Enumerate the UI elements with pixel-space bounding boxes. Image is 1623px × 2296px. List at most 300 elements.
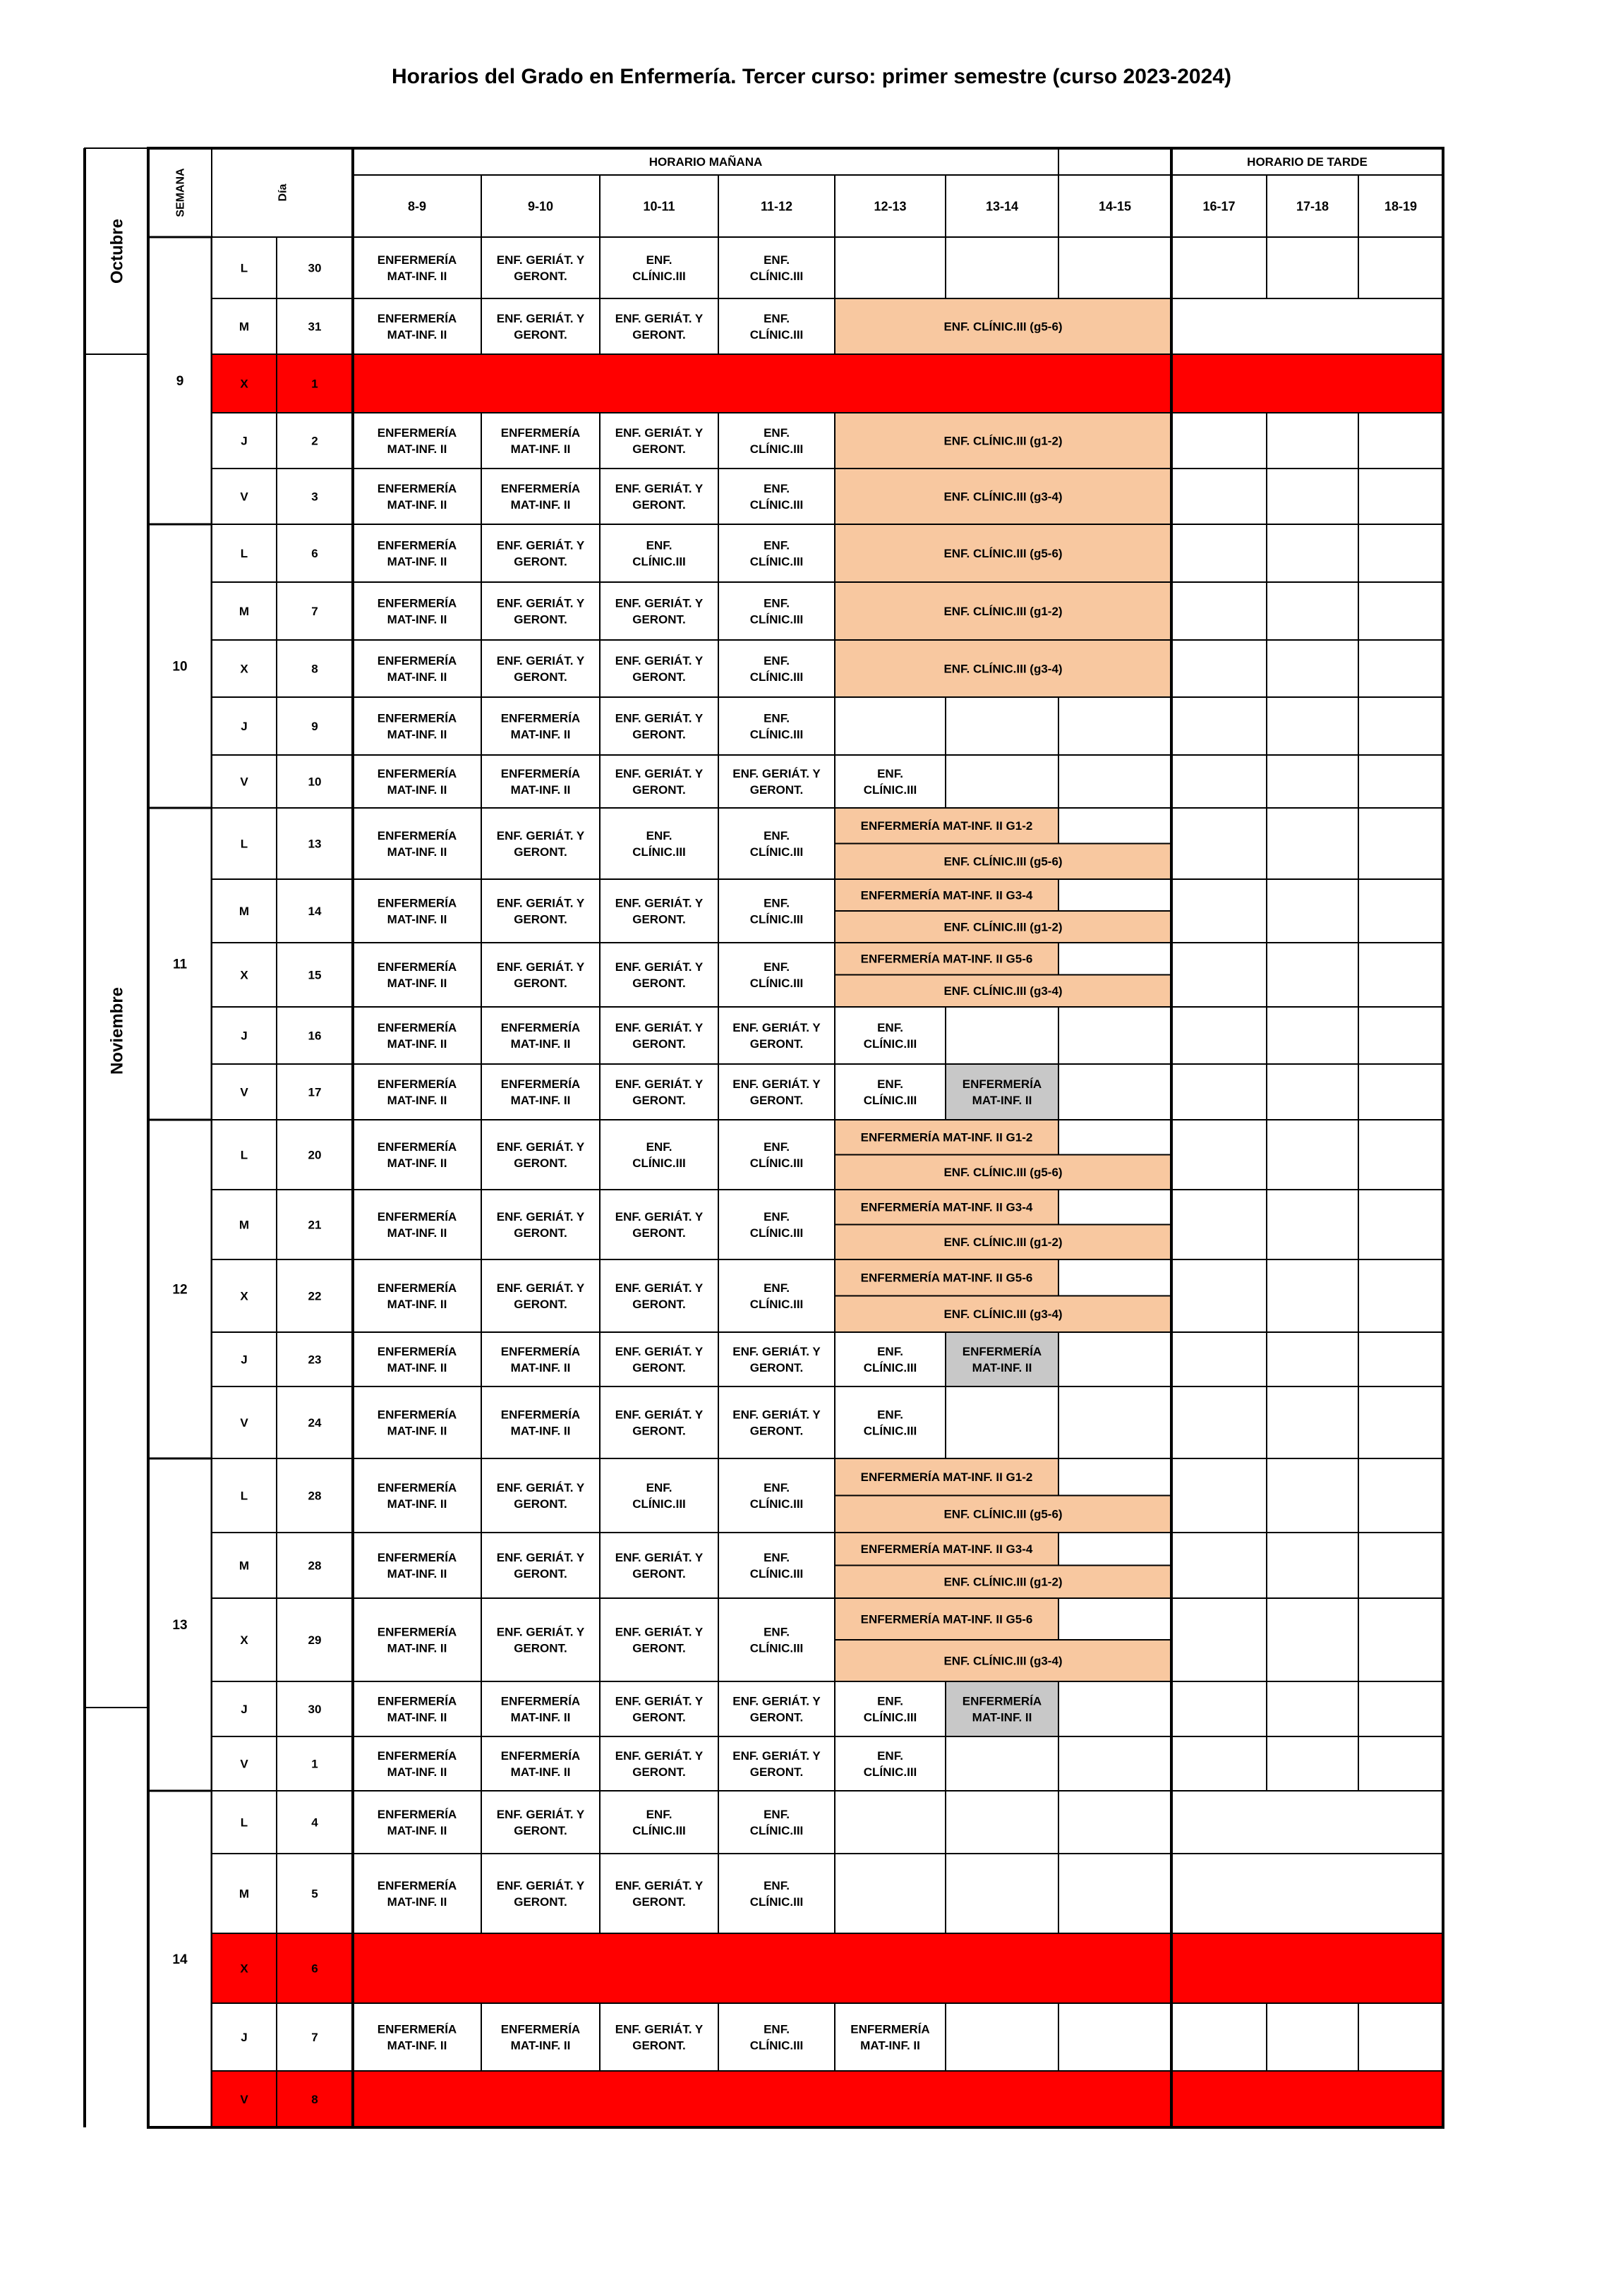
class-cell [718, 1598, 835, 1681]
class-label: ENFERMERÍA MAT-INF. II [377, 1077, 457, 1107]
class-cell [1058, 697, 1171, 755]
practice-label: ENFERMERÍA MAT-INF. II G3-4 [860, 888, 1033, 902]
day-letter: M [239, 1559, 250, 1573]
afternoon-cell [1358, 1533, 1443, 1598]
slot-header-label: 18-19 [1384, 199, 1418, 214]
month-label: Octubre [107, 218, 127, 284]
empty-cell [1058, 1190, 1171, 1225]
class-cell [1058, 1332, 1171, 1386]
class-cell [718, 1064, 835, 1120]
practice-label: ENF. CLÍNIC.III (g5-6) [943, 1166, 1063, 1180]
class-label: ENFERMERÍA MAT-INF. II [377, 481, 457, 512]
class-cell [481, 1064, 600, 1120]
slot-header-label: 9-10 [527, 199, 554, 214]
class-cell [835, 697, 946, 755]
afternoon-cell [1358, 1386, 1443, 1458]
class-cell [353, 413, 481, 469]
day-letter: X [240, 1962, 248, 1976]
practice-label: ENF. CLÍNIC.III (g1-2) [943, 434, 1063, 448]
class-cell [600, 1007, 718, 1064]
class-cell [353, 640, 481, 697]
class-cell [1058, 1007, 1171, 1064]
practice-label: ENF. CLÍNIC.III (g5-6) [943, 1507, 1063, 1521]
class-label: ENF. CLÍNIC.III [863, 1020, 917, 1051]
class-cell [353, 1854, 481, 1933]
day-number: 8 [311, 2092, 318, 2106]
class-label: ENF. CLÍNIC.III [863, 1748, 917, 1779]
afternoon-cell [1358, 524, 1443, 582]
day-letter: V [240, 2092, 248, 2106]
dia-header-label: Día [277, 183, 289, 202]
class-cell [718, 1791, 835, 1854]
class-cell [353, 943, 481, 1007]
afternoon-cell [1171, 1791, 1443, 1854]
class-label: ENFERMERÍA MAT-INF. II [377, 1281, 457, 1311]
afternoon-cell [1267, 1064, 1358, 1120]
practice-label: ENF. CLÍNIC.III (g3-4) [943, 1654, 1063, 1668]
class-cell [353, 524, 481, 582]
class-label: ENF. CLÍNIC.III [632, 1140, 686, 1170]
class-label: ENF. GERIÁT. Y GERONT. [615, 1344, 704, 1374]
class-cell [600, 1791, 718, 1854]
class-label: ENF. CLÍNIC.III [749, 1480, 804, 1511]
class-cell [481, 469, 600, 524]
afternoon-cell [1358, 1064, 1443, 1120]
afternoon-cell [1267, 469, 1358, 524]
class-label: ENFERMERÍA MAT-INF. II [500, 1344, 581, 1374]
day-number: 20 [308, 1148, 322, 1162]
class-cell [835, 1064, 946, 1120]
class-label: ENFERMERÍA MAT-INF. II [377, 711, 457, 742]
class-label: ENF. CLÍNIC.III [749, 960, 804, 990]
class-label: ENF. GERIÁT. Y GERONT. [496, 1878, 585, 1909]
class-label: ENFERMERÍA MAT-INF. II [377, 1550, 457, 1581]
afternoon-cell [1358, 237, 1443, 298]
class-cell [946, 1007, 1058, 1064]
class-cell [600, 469, 718, 524]
class-cell [481, 1854, 600, 1933]
afternoon-cell [1358, 1259, 1443, 1332]
class-cell [481, 1120, 600, 1190]
class-label: ENF. GERIÁT. Y GERONT. [615, 425, 704, 456]
class-cell [481, 1259, 600, 1332]
day-number: 30 [308, 1702, 322, 1716]
class-label: ENF. GERIÁT. Y GERONT. [496, 1625, 585, 1655]
class-label: ENF. GERIÁT. Y GERONT. [615, 1550, 704, 1581]
class-cell [600, 1598, 718, 1681]
class-label: ENF. CLÍNIC.III [632, 1807, 686, 1837]
class-label: ENF. CLÍNIC.III [749, 1807, 804, 1837]
class-label: ENF. GERIÁT. Y GERONT. [732, 766, 821, 797]
class-label: ENFERMERÍA MAT-INF. II [962, 1344, 1042, 1374]
class-label: ENF. CLÍNIC.III [749, 896, 804, 926]
class-cell [600, 582, 718, 640]
class-label: ENFERMERÍA MAT-INF. II [377, 311, 457, 342]
class-cell [353, 1064, 481, 1120]
afternoon-cell [1267, 879, 1358, 943]
class-cell [718, 469, 835, 524]
class-cell [353, 1332, 481, 1386]
class-label: ENFERMERÍA MAT-INF. II [500, 425, 581, 456]
class-label: ENFERMERÍA MAT-INF. II [500, 1020, 581, 1051]
page-title: Horarios del Grado en Enfermería. Tercer curso: primer semestre (curso 2023-2024) [392, 65, 1231, 88]
practice-label: ENF. CLÍNIC.III (g1-2) [943, 1235, 1063, 1250]
class-label: ENF. GERIÁT. Y GERONT. [496, 1807, 585, 1837]
class-label: ENF. CLÍNIC.III [749, 596, 804, 627]
class-label: ENF. CLÍNIC.III [632, 1480, 686, 1511]
day-letter: J [241, 719, 248, 733]
day-letter: J [241, 2030, 248, 2044]
afternoon-cell [1267, 808, 1358, 879]
afternoon-cell [1358, 1120, 1443, 1190]
slot-header-label: 16-17 [1202, 199, 1236, 214]
afternoon-cell [1358, 1190, 1443, 1259]
day-letter: X [240, 662, 248, 676]
afternoon-cell [1171, 1007, 1267, 1064]
afternoon-cell [1171, 879, 1267, 943]
class-label: ENF. GERIÁT. Y GERONT. [496, 896, 585, 926]
class-cell [481, 1533, 600, 1598]
class-label: ENF. CLÍNIC.III [863, 1408, 917, 1438]
class-cell [481, 1791, 600, 1854]
slot-header-label: 13-14 [985, 199, 1019, 214]
day-letter: X [240, 377, 248, 391]
day-number: 4 [311, 1815, 318, 1830]
class-cell [353, 1458, 481, 1533]
class-cell [481, 640, 600, 697]
class-label: ENF. GERIÁT. Y GERONT. [615, 653, 704, 684]
class-cell [481, 413, 600, 469]
afternoon-cell [1171, 640, 1267, 697]
class-label: ENF. CLÍNIC.III [749, 711, 804, 742]
class-label: ENF. GERIÁT. Y GERONT. [615, 311, 704, 342]
class-cell [600, 413, 718, 469]
horario-tarde-label: HORARIO DE TARDE [1247, 155, 1368, 169]
day-number: 6 [311, 546, 318, 560]
afternoon-cell [1171, 582, 1267, 640]
class-label: ENF. CLÍNIC.III [863, 1344, 917, 1374]
afternoon-cell [1358, 469, 1443, 524]
class-cell [353, 1791, 481, 1854]
afternoon-cell [1267, 524, 1358, 582]
afternoon-cell [1171, 1598, 1267, 1681]
class-label: ENF. GERIÁT. Y GERONT. [615, 1878, 704, 1909]
slot-header-label: 12-13 [874, 199, 907, 214]
class-label: ENF. CLÍNIC.III [863, 1694, 917, 1724]
class-cell [481, 1386, 600, 1458]
class-label: ENFERMERÍA MAT-INF. II [377, 1140, 457, 1170]
day-number: 30 [308, 261, 322, 275]
class-cell [946, 1332, 1058, 1386]
class-cell [718, 1190, 835, 1259]
empty-cell [1058, 1458, 1171, 1496]
class-cell [718, 755, 835, 808]
class-cell [946, 1736, 1058, 1791]
class-cell [835, 237, 946, 298]
class-cell [481, 2003, 600, 2071]
class-cell [353, 1598, 481, 1681]
day-letter: V [240, 1757, 248, 1771]
afternoon-cell [1358, 1681, 1443, 1736]
slot-header-label: 11-12 [760, 199, 793, 214]
day-letter: J [241, 1029, 248, 1043]
class-cell [481, 1190, 600, 1259]
class-cell [718, 1332, 835, 1386]
class-label: ENFERMERÍA MAT-INF. II [500, 2022, 581, 2053]
class-cell [835, 1007, 946, 1064]
day-letter: X [240, 1633, 248, 1647]
class-label: ENFERMERÍA MAT-INF. II [377, 1694, 457, 1724]
day-letter: J [241, 1353, 248, 1367]
afternoon-cell [1171, 1533, 1267, 1598]
class-cell [481, 879, 600, 943]
afternoon-cell [1171, 298, 1443, 354]
holiday-band [353, 1933, 1443, 2003]
afternoon-cell [1171, 469, 1267, 524]
class-label: ENFERMERÍA MAT-INF. II [377, 1209, 457, 1240]
class-cell [481, 1332, 600, 1386]
class-cell [600, 1533, 718, 1598]
afternoon-cell [1267, 1458, 1358, 1533]
afternoon-cell [1171, 1332, 1267, 1386]
class-label: ENF. CLÍNIC.III [749, 1140, 804, 1170]
afternoon-cell [1267, 943, 1358, 1007]
class-label: ENFERMERÍA MAT-INF. II [500, 1077, 581, 1107]
class-cell [481, 697, 600, 755]
class-label: ENF. GERIÁT. Y GERONT. [732, 1408, 821, 1438]
class-label: ENFERMERÍA MAT-INF. II [962, 1694, 1042, 1724]
class-cell [1058, 1791, 1171, 1854]
slot-header-label: 10-11 [643, 199, 675, 214]
class-cell [718, 298, 835, 354]
class-cell [600, 879, 718, 943]
day-number: 16 [308, 1029, 322, 1043]
class-cell [600, 1332, 718, 1386]
day-number: 28 [308, 1559, 322, 1573]
day-number: 2 [311, 434, 318, 448]
class-label: ENF. GERIÁT. Y GERONT. [615, 2022, 704, 2053]
class-cell [1058, 237, 1171, 298]
afternoon-cell [1171, 1259, 1267, 1332]
class-cell [600, 237, 718, 298]
day-letter: L [240, 837, 248, 851]
day-number: 3 [311, 490, 318, 504]
day-letter: V [240, 1415, 248, 1430]
class-cell [600, 298, 718, 354]
class-label: ENF. GERIÁT. Y GERONT. [615, 711, 704, 742]
class-cell [353, 1736, 481, 1791]
class-label: ENF. CLÍNIC.III [749, 1281, 804, 1311]
afternoon-cell [1358, 808, 1443, 879]
slot-header-label: 8-9 [407, 199, 427, 214]
class-cell [835, 2003, 946, 2071]
day-number: 28 [308, 1489, 322, 1503]
class-label: ENF. GERIÁT. Y GERONT. [732, 1344, 821, 1374]
day-letter: L [240, 546, 248, 560]
class-cell [481, 1458, 600, 1533]
class-label: ENFERMERÍA MAT-INF. II [377, 653, 457, 684]
day-number: 21 [308, 1218, 322, 1232]
afternoon-cell [1267, 697, 1358, 755]
class-cell [600, 1120, 718, 1190]
class-cell [481, 1007, 600, 1064]
day-letter: L [240, 1148, 248, 1162]
class-cell [353, 469, 481, 524]
afternoon-cell [1171, 2003, 1267, 2071]
class-label: ENF. CLÍNIC.III [749, 253, 804, 283]
afternoon-cell [1171, 1458, 1267, 1533]
class-label: ENF. CLÍNIC.III [749, 1878, 804, 1909]
class-cell [481, 524, 600, 582]
class-cell [718, 943, 835, 1007]
class-cell [600, 2003, 718, 2071]
class-label: ENFERMERÍA MAT-INF. II [500, 1694, 581, 1724]
afternoon-cell [1171, 1120, 1267, 1190]
class-label: ENF. GERIÁT. Y GERONT. [615, 1625, 704, 1655]
class-cell [353, 755, 481, 808]
class-cell [718, 413, 835, 469]
holiday-band [353, 354, 1443, 413]
class-cell [718, 697, 835, 755]
afternoon-cell [1171, 1190, 1267, 1259]
afternoon-cell [1171, 1736, 1267, 1791]
class-cell [600, 697, 718, 755]
slot-header-label: 14-15 [1098, 199, 1132, 214]
class-label: ENF. GERIÁT. Y GERONT. [496, 1281, 585, 1311]
afternoon-cell [1267, 640, 1358, 697]
afternoon-cell [1171, 1681, 1267, 1736]
class-label: ENF. CLÍNIC.III [749, 1209, 804, 1240]
afternoon-cell [1267, 1598, 1358, 1681]
class-label: ENF. GERIÁT. Y GERONT. [496, 828, 585, 859]
class-label: ENFERMERÍA MAT-INF. II [377, 766, 457, 797]
afternoon-cell [1267, 1190, 1358, 1259]
class-cell [718, 237, 835, 298]
class-cell [481, 808, 600, 879]
class-label: ENF. CLÍNIC.III [749, 538, 804, 569]
class-label: ENF. GERIÁT. Y GERONT. [496, 1480, 585, 1511]
day-number: 17 [308, 1085, 322, 1099]
afternoon-cell [1267, 1533, 1358, 1598]
class-label: ENFERMERÍA MAT-INF. II [500, 1748, 581, 1779]
class-label: ENF. CLÍNIC.III [632, 828, 686, 859]
day-letter: M [239, 1887, 250, 1901]
afternoon-cell [1267, 1120, 1358, 1190]
afternoon-cell [1358, 640, 1443, 697]
afternoon-cell [1171, 755, 1267, 808]
class-cell [1058, 1386, 1171, 1458]
day-number: 8 [311, 662, 318, 676]
class-cell [835, 755, 946, 808]
practice-label: ENFERMERÍA MAT-INF. II G5-6 [860, 1612, 1033, 1626]
class-cell [600, 1064, 718, 1120]
afternoon-cell [1171, 413, 1267, 469]
afternoon-cell [1358, 697, 1443, 755]
afternoon-cell [1267, 1736, 1358, 1791]
afternoon-cell [1171, 237, 1267, 298]
holiday-band [353, 2071, 1443, 2127]
afternoon-cell [1171, 1386, 1267, 1458]
practice-label: ENF. CLÍNIC.III (g3-4) [943, 490, 1063, 504]
class-label: ENF. GERIÁT. Y GERONT. [615, 766, 704, 797]
class-cell [353, 582, 481, 640]
afternoon-cell [1358, 582, 1443, 640]
class-label: ENFERMERÍA MAT-INF. II [500, 1408, 581, 1438]
class-label: ENF. CLÍNIC.III [749, 828, 804, 859]
afternoon-cell [1358, 1007, 1443, 1064]
class-label: ENF. CLÍNIC.III [749, 1550, 804, 1581]
day-letter: M [239, 604, 250, 618]
day-letter: X [240, 968, 248, 982]
class-label: ENFERMERÍA MAT-INF. II [377, 1748, 457, 1779]
class-cell [946, 1854, 1058, 1933]
week-number: 14 [172, 1952, 188, 1968]
class-cell [481, 1598, 600, 1681]
class-label: ENF. GERIÁT. Y GERONT. [496, 960, 585, 990]
week-number: 11 [172, 957, 188, 972]
class-cell [718, 582, 835, 640]
class-cell [353, 1190, 481, 1259]
class-cell [481, 1736, 600, 1791]
class-cell [718, 640, 835, 697]
week-number: 10 [172, 659, 188, 675]
class-cell [353, 1533, 481, 1598]
week-number: 12 [172, 1282, 188, 1298]
day-letter: L [240, 261, 248, 275]
class-cell [1058, 1064, 1171, 1120]
class-cell [353, 237, 481, 298]
class-cell [481, 943, 600, 1007]
class-label: ENF. CLÍNIC.III [749, 311, 804, 342]
class-cell [835, 1681, 946, 1736]
class-label: ENF. GERIÁT. Y GERONT. [615, 896, 704, 926]
class-label: ENFERMERÍA MAT-INF. II [377, 596, 457, 627]
afternoon-cell [1267, 582, 1358, 640]
afternoon-cell [1358, 755, 1443, 808]
day-number: 7 [311, 604, 318, 618]
afternoon-cell [1171, 943, 1267, 1007]
class-cell [718, 879, 835, 943]
afternoon-cell [1358, 2003, 1443, 2071]
class-cell [946, 237, 1058, 298]
class-cell [600, 1458, 718, 1533]
empty-cell [1058, 1259, 1171, 1296]
class-cell [353, 298, 481, 354]
class-label: ENFERMERÍA MAT-INF. II [500, 766, 581, 797]
class-label: ENFERMERÍA MAT-INF. II [377, 1344, 457, 1374]
class-cell [718, 2003, 835, 2071]
class-cell [718, 1681, 835, 1736]
class-cell [1058, 2003, 1171, 2071]
class-cell [835, 1386, 946, 1458]
class-cell [946, 1064, 1058, 1120]
class-cell [718, 1120, 835, 1190]
afternoon-cell [1171, 808, 1267, 879]
class-cell [600, 1854, 718, 1933]
class-label: ENF. GERIÁT. Y GERONT. [615, 1209, 704, 1240]
class-cell [835, 1791, 946, 1854]
class-cell [718, 1533, 835, 1598]
class-cell [600, 943, 718, 1007]
semana-header-label: SEMANA [174, 168, 187, 217]
afternoon-cell [1267, 1007, 1358, 1064]
class-cell [946, 1386, 1058, 1458]
class-cell [600, 640, 718, 697]
class-label: ENF. GERIÁT. Y GERONT. [615, 1748, 704, 1779]
day-number: 1 [311, 1757, 318, 1771]
day-letter: V [240, 490, 248, 504]
class-label: ENF. CLÍNIC.III [749, 1625, 804, 1655]
